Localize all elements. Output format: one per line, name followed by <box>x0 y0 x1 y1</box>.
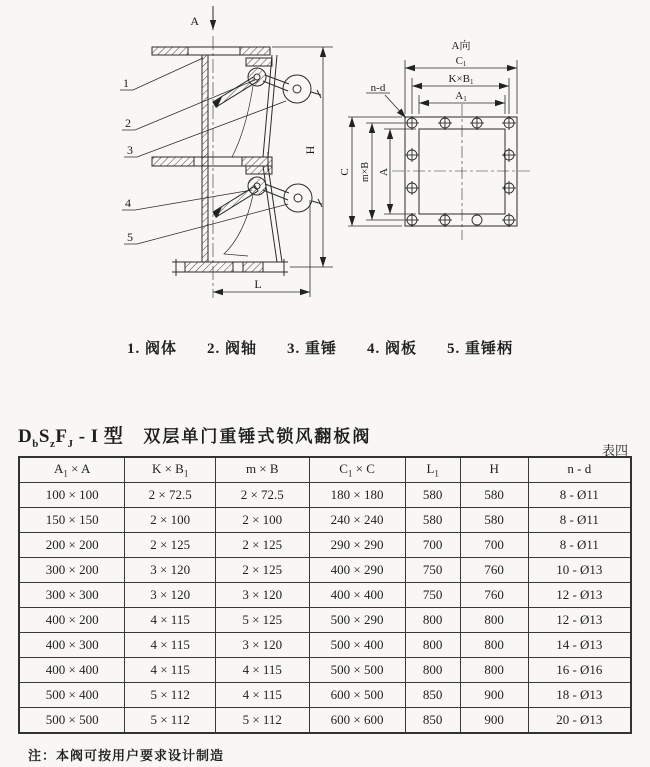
table-cell: 150 × 150 <box>19 508 125 533</box>
flange-outline <box>405 117 517 226</box>
table-cell: 290 × 290 <box>309 533 405 558</box>
table-cell: 3 × 120 <box>215 583 309 608</box>
table-cell: 850 <box>405 683 460 708</box>
title-row <box>18 421 371 450</box>
table-row <box>19 583 631 608</box>
table-cell: 2 × 72.5 <box>215 483 309 508</box>
holes-leader <box>366 93 406 118</box>
header-cell: $A_1 \times A$ <box>19 457 125 483</box>
dim-l-label: L <box>254 277 262 291</box>
table-cell: 900 <box>460 708 528 734</box>
table-cell: 750 <box>405 558 460 583</box>
table-body <box>19 483 631 734</box>
upper-weight <box>283 75 321 103</box>
upper-right-wall <box>263 55 277 157</box>
table-cell: 580 <box>405 508 460 533</box>
top-flange <box>152 47 270 55</box>
table-cell: 800 <box>460 633 528 658</box>
part-list-number: 4. <box>367 341 381 357</box>
dim-c-label: C <box>339 168 351 176</box>
table-cell: 850 <box>405 708 460 734</box>
header-cell: H <box>460 457 528 483</box>
table-cell: 900 <box>460 683 528 708</box>
table-cell: 180 × 180 <box>309 483 405 508</box>
page-title: 双层单门重锤式锁风翻板阀 <box>143 427 372 446</box>
table-cell: 3 × 120 <box>215 633 309 658</box>
table-row <box>19 483 631 508</box>
table-cell: 240 × 240 <box>309 508 405 533</box>
dim-mb-label: m×B <box>360 161 371 183</box>
table-cell: 16 - Ø16 <box>528 658 631 683</box>
table-cell: 5 × 125 <box>215 608 309 633</box>
table-cell: 600 × 500 <box>309 683 405 708</box>
part-list-name: 阀板 <box>385 341 418 357</box>
part-list-item <box>287 337 337 358</box>
table-row <box>19 608 631 633</box>
table-cell: 12 - Ø13 <box>528 608 631 633</box>
table-cell: 400 × 290 <box>309 558 405 583</box>
table-cell: 300 × 300 <box>19 583 125 608</box>
part-list-name: 重锤 <box>304 341 337 357</box>
table-cell: 8 - Ø11 <box>528 533 631 558</box>
upper-weight-arm <box>263 75 289 91</box>
view-label: A向 <box>451 40 471 52</box>
dim-a1-label: A1 <box>455 90 467 103</box>
table-cell: 20 - Ø13 <box>528 708 631 734</box>
table-cell: 4 × 115 <box>215 658 309 683</box>
table-cell: 700 <box>405 533 460 558</box>
table-cell: 5 × 112 <box>125 708 216 734</box>
table-cell: 500 × 500 <box>19 708 125 734</box>
dim-a-label: A <box>378 168 390 176</box>
section-view <box>120 6 333 298</box>
lower-right-wall <box>263 166 282 262</box>
header-row <box>19 457 631 483</box>
table-cell: 2 × 72.5 <box>125 483 216 508</box>
table-head <box>19 457 631 483</box>
spec-table <box>18 456 632 734</box>
table-row <box>19 558 631 583</box>
table-cell: 800 <box>460 658 528 683</box>
table-row <box>19 683 631 708</box>
table-cell: 3 × 120 <box>125 558 216 583</box>
table-cell: 12 - Ø13 <box>528 583 631 608</box>
table-cell: 4 × 115 <box>215 683 309 708</box>
part-list-number: 1. <box>126 341 141 357</box>
table-cell: 700 <box>460 533 528 558</box>
table-cell: 5 × 112 <box>125 683 216 708</box>
table-cell: 4 × 115 <box>125 633 216 658</box>
table-cell: 580 <box>460 483 528 508</box>
table-cell: 4 × 115 <box>125 658 216 683</box>
table-cell: 500 × 400 <box>19 683 125 708</box>
table-cell: 14 - Ø13 <box>528 633 631 658</box>
header-cell: m × B <box>215 457 309 483</box>
dim-h-label: H <box>303 145 317 155</box>
table-cell: 4 × 115 <box>125 608 216 633</box>
table-cell: 760 <box>460 558 528 583</box>
bottom-flange <box>172 259 288 276</box>
header-cell: n - d <box>528 457 631 483</box>
table-cell: 800 <box>405 658 460 683</box>
table-cell: 580 <box>460 508 528 533</box>
part-list-item <box>367 337 417 358</box>
upper-flap-arc <box>232 86 253 157</box>
header-cell: $K \times B_1$ <box>125 457 216 483</box>
table-row <box>19 633 631 658</box>
part-list-item <box>207 337 257 358</box>
table-row <box>19 533 631 558</box>
table-cell: 800 <box>460 608 528 633</box>
table-row <box>19 508 631 533</box>
part-list-item <box>447 337 513 358</box>
part-list-number: 5. <box>447 341 461 357</box>
bolt-holes <box>405 116 516 227</box>
table-cell: 600 × 600 <box>309 708 405 734</box>
footnote: 注：本阀可按用户要求设计制造 <box>28 748 225 763</box>
table-cell: 750 <box>405 583 460 608</box>
table-cell: 400 × 400 <box>19 658 125 683</box>
dim-c1-label: C1 <box>455 55 467 68</box>
table-row <box>19 708 631 734</box>
table-cell: 500 × 500 <box>309 658 405 683</box>
table-cell: 400 × 200 <box>19 608 125 633</box>
part-list-name: 阀体 <box>144 341 177 357</box>
table-cell: 2 × 125 <box>215 558 309 583</box>
dimension-c <box>348 117 402 226</box>
part-number-5: 5 <box>127 230 133 244</box>
table-cell: 2 × 125 <box>125 533 216 558</box>
header-cell: $C_1 \times C$ <box>309 457 405 483</box>
table-cell: 580 <box>405 483 460 508</box>
table-cell: 500 × 290 <box>309 608 405 633</box>
table-cell: 500 × 400 <box>309 633 405 658</box>
part-number-1: 1 <box>123 76 129 90</box>
table-cell: 8 - Ø11 <box>528 508 631 533</box>
table-cell: 2 × 100 <box>125 508 216 533</box>
technical-drawing <box>0 0 650 330</box>
table-cell: 400 × 300 <box>19 633 125 658</box>
table-cell: 2 × 125 <box>215 533 309 558</box>
holes-label: n-d <box>370 82 386 94</box>
part-list-number: 2. <box>206 341 221 357</box>
table-number: 表四 <box>601 443 628 458</box>
dim-kb1-label: K×B1 <box>448 73 474 86</box>
part-list-item <box>127 337 177 358</box>
table-cell: 800 <box>405 633 460 658</box>
table-row <box>19 658 631 683</box>
table-cell: 800 <box>405 608 460 633</box>
parts-list <box>0 337 640 358</box>
table-cell: 300 × 200 <box>19 558 125 583</box>
header-cell: $L_1$ <box>405 457 460 483</box>
part-number-3: 3 <box>127 143 133 157</box>
part-list-name: 阀轴 <box>224 341 257 357</box>
dimension-h <box>290 47 333 267</box>
table-cell: 8 - Ø11 <box>528 483 631 508</box>
table-cell: 18 - Ø13 <box>528 683 631 708</box>
flow-label: A <box>190 14 199 28</box>
table-cell: 5 × 112 <box>215 708 309 734</box>
lower-weight <box>284 184 322 212</box>
part-number-4: 4 <box>125 196 131 210</box>
table-cell: 400 × 400 <box>309 583 405 608</box>
valve-body-left-wall <box>202 55 208 262</box>
table-cell: 200 × 200 <box>19 533 125 558</box>
part-list-number: 3. <box>286 341 301 357</box>
model-designation: $D_bS_zF_J$ - I 型 <box>18 426 124 450</box>
part-list-name: 重锤柄 <box>465 341 514 357</box>
table-cell: 10 - Ø13 <box>528 558 631 583</box>
table-cell: 760 <box>460 583 528 608</box>
table-cell: 2 × 100 <box>215 508 309 533</box>
dimension-c1 <box>405 60 517 114</box>
part-number-2: 2 <box>125 116 131 130</box>
table-cell: 3 × 120 <box>125 583 216 608</box>
table-cell: 100 × 100 <box>19 483 125 508</box>
